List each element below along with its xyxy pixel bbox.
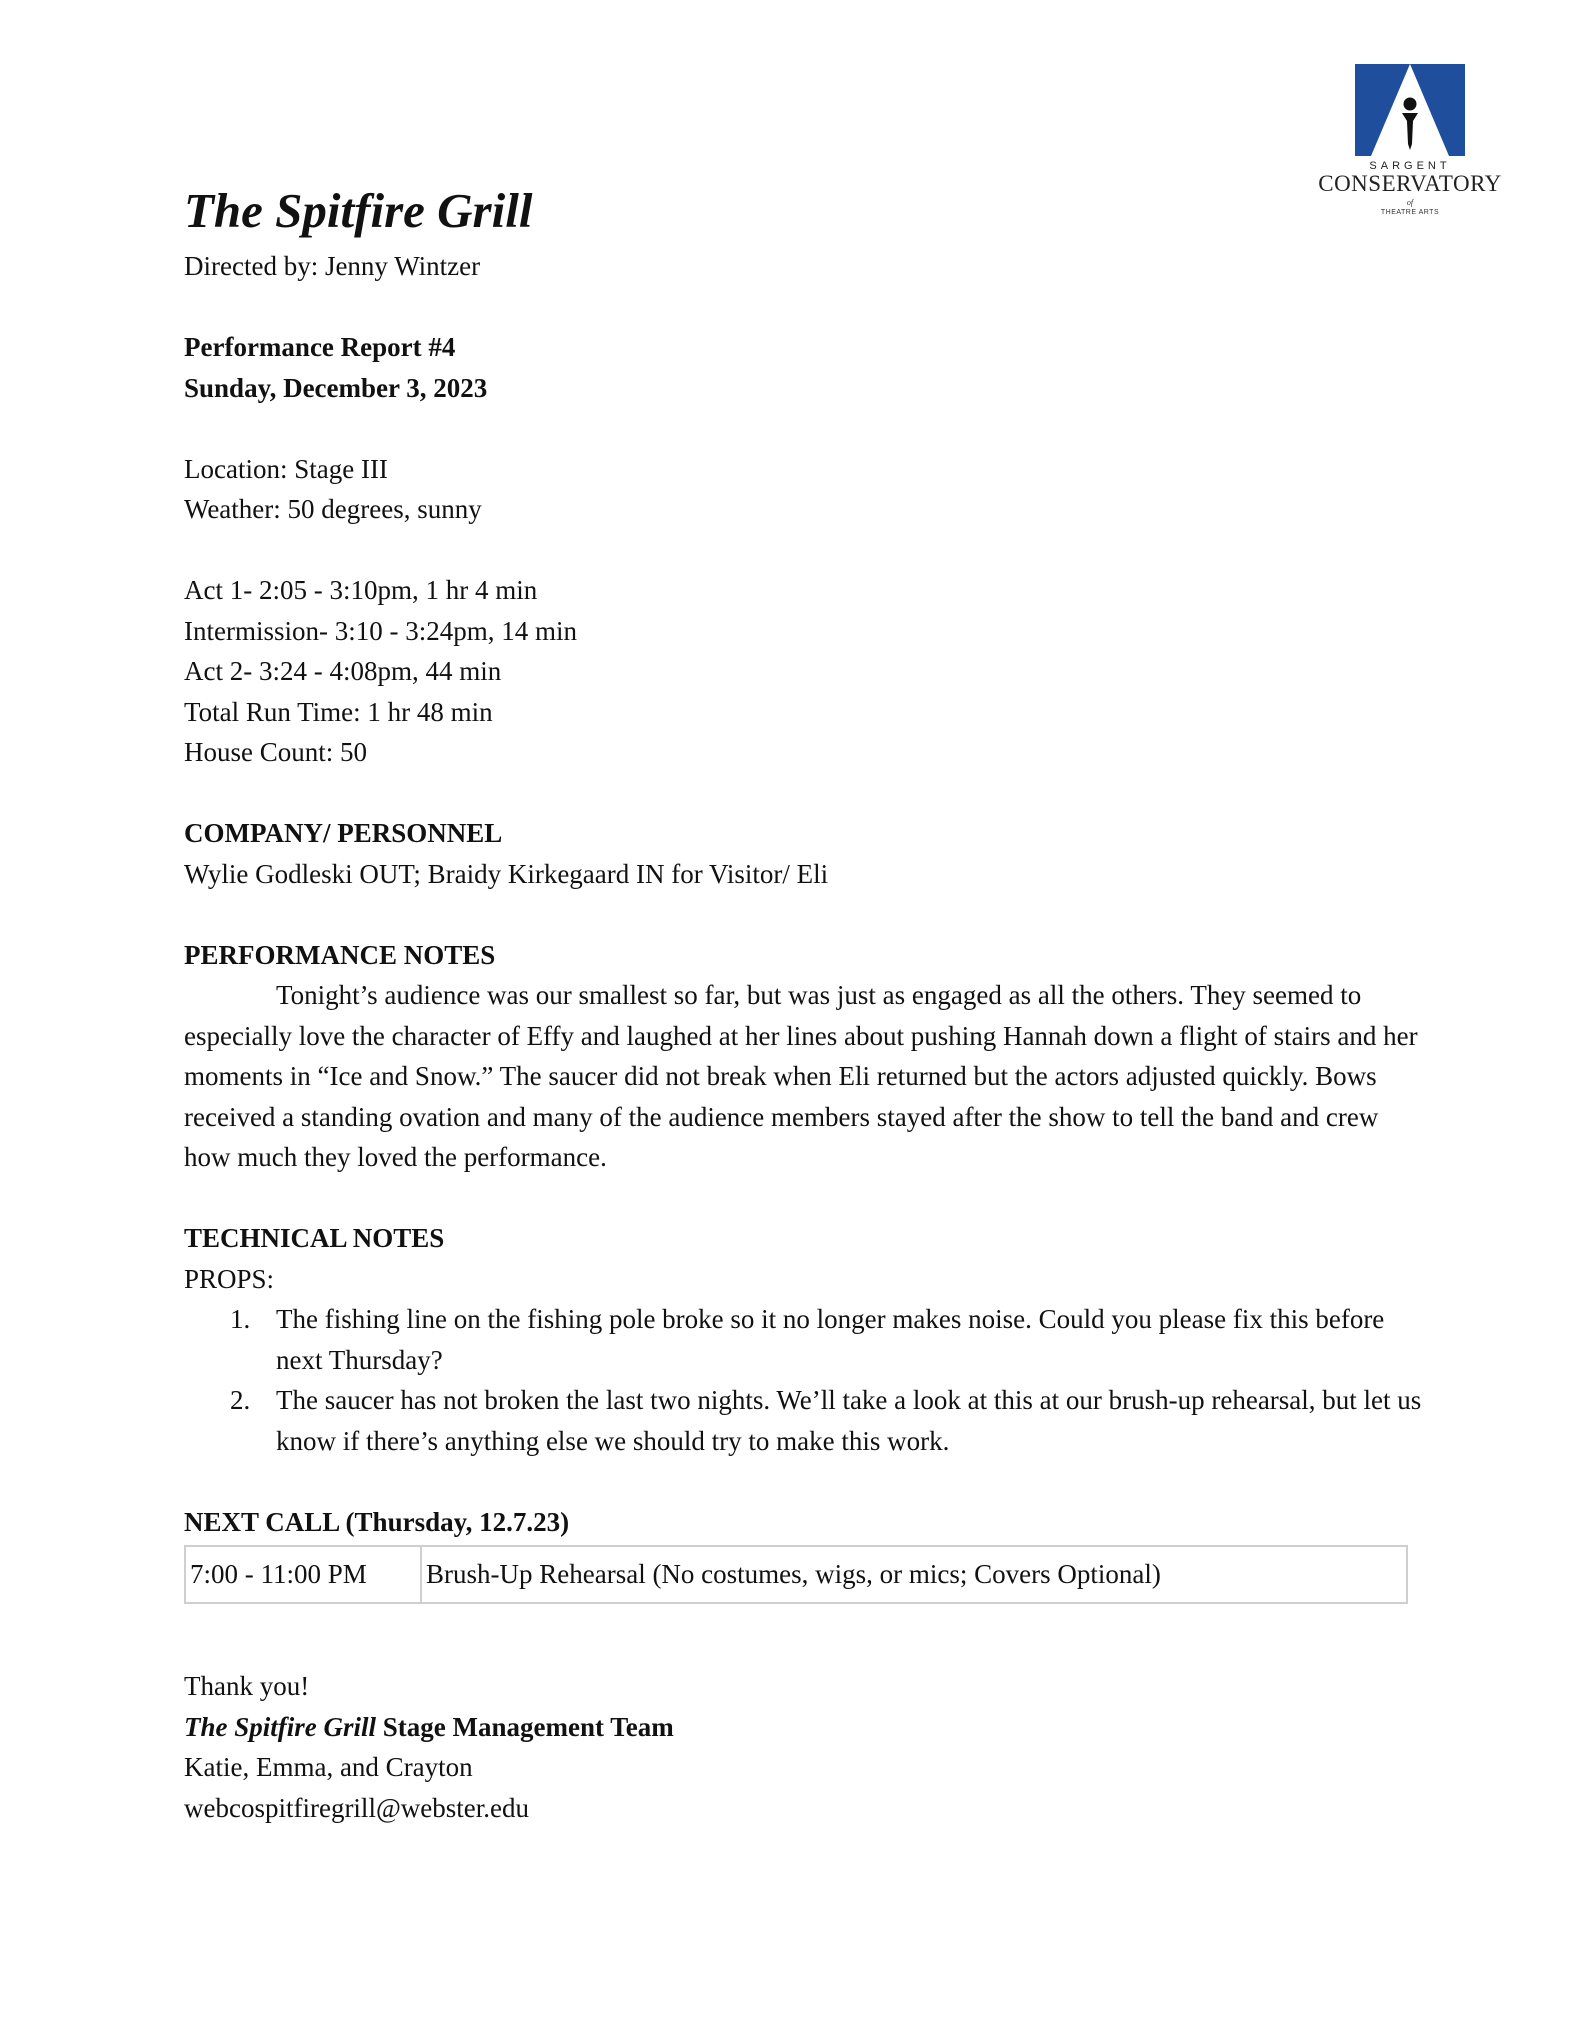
timing-act1: Act 1- 2:05 - 3:10pm, 1 hr 4 min (184, 575, 538, 605)
team-signature (184, 1707, 1424, 1748)
list-item-text: The saucer has not broken the last two nights. We’ll take a look at this at our brush-up rehearsal, but let us know if there’s anything else we should try to make this work. (276, 1385, 1422, 1456)
performance-heading: PERFORMANCE NOTES (184, 939, 496, 970)
call-time: 7:00 - 11:00 PM (185, 1546, 421, 1603)
thank-you-line: Thank you! (184, 1671, 310, 1701)
report-number: Performance Report #4 (184, 332, 456, 362)
timing-total: Total Run Time: 1 hr 48 min (184, 696, 493, 727)
list-item-number: 1. (230, 1304, 251, 1334)
team-suffix: Stage Management Team (376, 1711, 674, 1742)
list-item (184, 1299, 1424, 1380)
logo-text-theatre-arts: THEATRE ARTS (1380, 209, 1440, 216)
theatre-figure-icon (1355, 64, 1465, 156)
technical-heading: TECHNICAL NOTES (184, 1223, 445, 1253)
list-item-number: 2. (230, 1385, 251, 1415)
next-call-table (184, 1545, 1408, 1604)
logo-text-sargent: SARGENT (1369, 160, 1451, 172)
list-item-text: The fishing line on the fishing pole broke so it no longer makes noise. Could you please fix this before next Thursday? (276, 1304, 1385, 1375)
table-row (185, 1546, 1407, 1603)
director-line: Directed by: Jenny Wintzer (184, 251, 481, 281)
props-subheading: PROPS: (184, 1263, 275, 1294)
team-show-title: The Spitfire Grill (184, 1711, 377, 1742)
weather-line: Weather: 50 degrees, sunny (184, 494, 482, 524)
show-title: The Spitfire Grill (184, 183, 533, 238)
call-description: Brush-Up Rehearsal (No costumes, wigs, or mics; Covers Optional) (421, 1546, 1407, 1603)
logo-text-of: of (1406, 198, 1414, 207)
report-date: Sunday, December 3, 2023 (184, 372, 488, 403)
logo-text-conservatory: CONSERVATORY (1318, 171, 1502, 196)
contact-email[interactable]: webcospitfiregrill@webster.edu (184, 1792, 530, 1823)
company-text: Wylie Godleski OUT; Braidy Kirkegaard IN for Visitor/ Eli (184, 858, 829, 889)
team-names: Katie, Emma, and Crayton (184, 1752, 473, 1782)
next-call-heading: NEXT CALL (Thursday, 12.7.23) (184, 1506, 570, 1537)
location-line: Location: Stage III (184, 453, 388, 484)
timing-act2: Act 2- 3:24 - 4:08pm, 44 min (184, 656, 502, 686)
report-body (184, 176, 1424, 1828)
performance-text: Tonight’s audience was our smallest so far, but was just as engaged as all the others. They seemed to especially love the character of Effy and laughed at her lines about pushing Hannah down a flight of stairs and her moments in “Ice and Snow.” The saucer did not break when Eli returned but the actors adjusted quickly. Bows received a standing ovation and many of the audience members stayed after the show to tell the band and crew how much they loved the performance. (184, 980, 1418, 1172)
props-list (184, 1299, 1424, 1461)
list-item (184, 1380, 1424, 1461)
timing-intermission: Intermission- 3:10 - 3:24pm, 14 min (184, 615, 577, 646)
company-heading: COMPANY/ PERSONNEL (184, 818, 503, 848)
house-count: House Count: 50 (184, 737, 368, 767)
